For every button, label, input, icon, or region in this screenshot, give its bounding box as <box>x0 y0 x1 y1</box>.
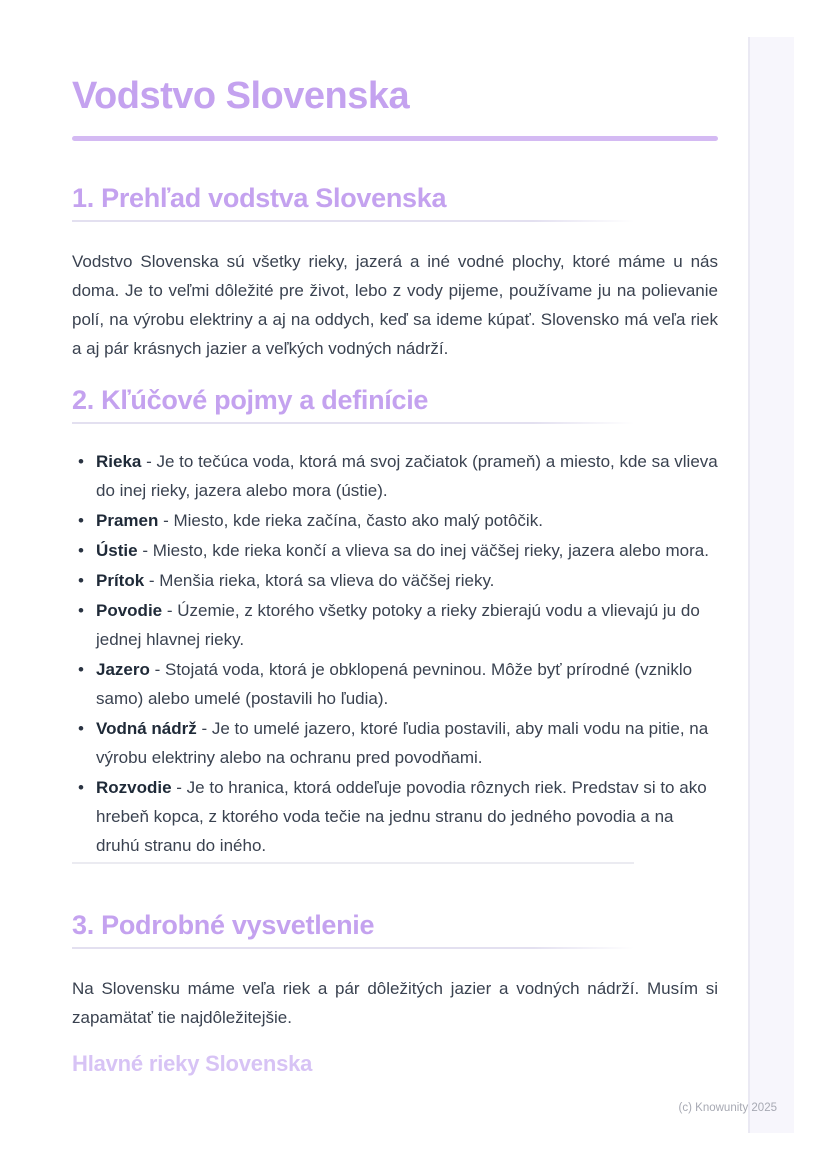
list-item <box>72 447 718 505</box>
section-detail <box>72 910 718 1077</box>
bullet-icon: • <box>78 719 84 738</box>
section-divider <box>72 862 634 864</box>
section-1-heading: 1. Prehľad vodstva Slovenska <box>72 183 447 213</box>
section-overview <box>72 183 718 363</box>
term-definition: - Miesto, kde rieka začína, často ako malý potôčik. <box>163 511 543 530</box>
section-2-underline <box>72 422 634 424</box>
section-1-underline <box>72 220 634 222</box>
document-body <box>72 0 718 1077</box>
list-item <box>72 566 718 595</box>
term-label: Povodie <box>96 601 163 620</box>
term-definition: - Je to umelé jazero, ktoré ľudia postavili, aby mali vodu na pitie, na výrobu elektriny alebo na ochranu pred povodňami. <box>96 719 709 767</box>
bullet-icon: • <box>78 660 84 679</box>
list-item <box>72 506 718 535</box>
subheading-main-rivers: Hlavné rieky Slovenska <box>72 1051 313 1076</box>
term-label: Vodná nádrž <box>96 719 197 738</box>
term-label: Rieka <box>96 452 142 471</box>
bullet-icon: • <box>78 778 84 797</box>
copyright-note: (c) Knowunity 2025 <box>678 1102 777 1114</box>
term-definition: - Je to hranica, ktorá oddeľuje povodia rôznych riek. Predstav si to ako hrebeň kopca, z ktorého voda tečie na jednu stranu do jedného povodia a na druhú stranu do iného. <box>96 778 707 855</box>
bullet-icon: • <box>78 511 84 530</box>
list-item <box>72 714 718 772</box>
section-1-paragraph: Vodstvo Slovenska sú všetky rieky, jazerá a iné vodné plochy, ktoré máme u nás doma. Je to veľmi dôležité pre život, lebo z vody pijeme, používame ju na polievanie polí, na výrobu elektriny a aj na oddych, keď sa ideme kúpať. Slovensko má veľa riek a aj pár krásnych jazier a veľkých vodných nádrží. <box>72 252 718 358</box>
page-title: Vodstvo Slovenska <box>72 75 410 117</box>
section-3-heading: 3. Podrobné vysvetlenie <box>72 910 375 940</box>
list-item <box>72 536 718 565</box>
list-item <box>72 773 718 860</box>
term-label: Pramen <box>96 511 159 530</box>
title-divider <box>72 136 718 141</box>
bullet-icon: • <box>78 601 84 620</box>
term-label: Jazero <box>96 660 150 679</box>
section-2-heading: 2. Kľúčové pojmy a definície <box>72 385 429 415</box>
bullet-icon: • <box>78 571 84 590</box>
next-page-edge-stripe <box>748 37 794 1133</box>
list-item <box>72 655 718 713</box>
section-3-paragraph: Na Slovensku máme veľa riek a pár dôležitých jazier a vodných nádrží. Musím si zapamätať tie najdôležitejšie. <box>72 979 718 1027</box>
section-3-underline <box>72 947 634 949</box>
term-label: Ústie <box>96 541 138 560</box>
bullet-icon: • <box>78 452 84 471</box>
section-key-terms <box>72 385 718 860</box>
term-definition: - Územie, z ktorého všetky potoky a rieky zbierajú vodu a vlievajú ju do jednej hlavnej rieky. <box>96 601 700 649</box>
term-definition: - Miesto, kde rieka končí a vlieva sa do inej väčšej rieky, jazera alebo mora. <box>142 541 709 560</box>
terms-list <box>72 447 718 860</box>
term-definition: - Menšia rieka, ktorá sa vlieva do väčšej rieky. <box>148 571 495 590</box>
term-label: Rozvodie <box>96 778 172 797</box>
term-definition: - Je to tečúca voda, ktorá má svoj začiatok (prameň) a miesto, kde sa vlieva do inej rieky, jazera alebo mora (ústie). <box>96 452 718 500</box>
list-item <box>72 596 718 654</box>
bullet-icon: • <box>78 541 84 560</box>
term-label: Prítok <box>96 571 145 590</box>
term-definition: - Stojatá voda, ktorá je obklopená pevninou. Môže byť prírodné (vzniklo samo) alebo umelé (postavili ho ľudia). <box>96 660 693 708</box>
